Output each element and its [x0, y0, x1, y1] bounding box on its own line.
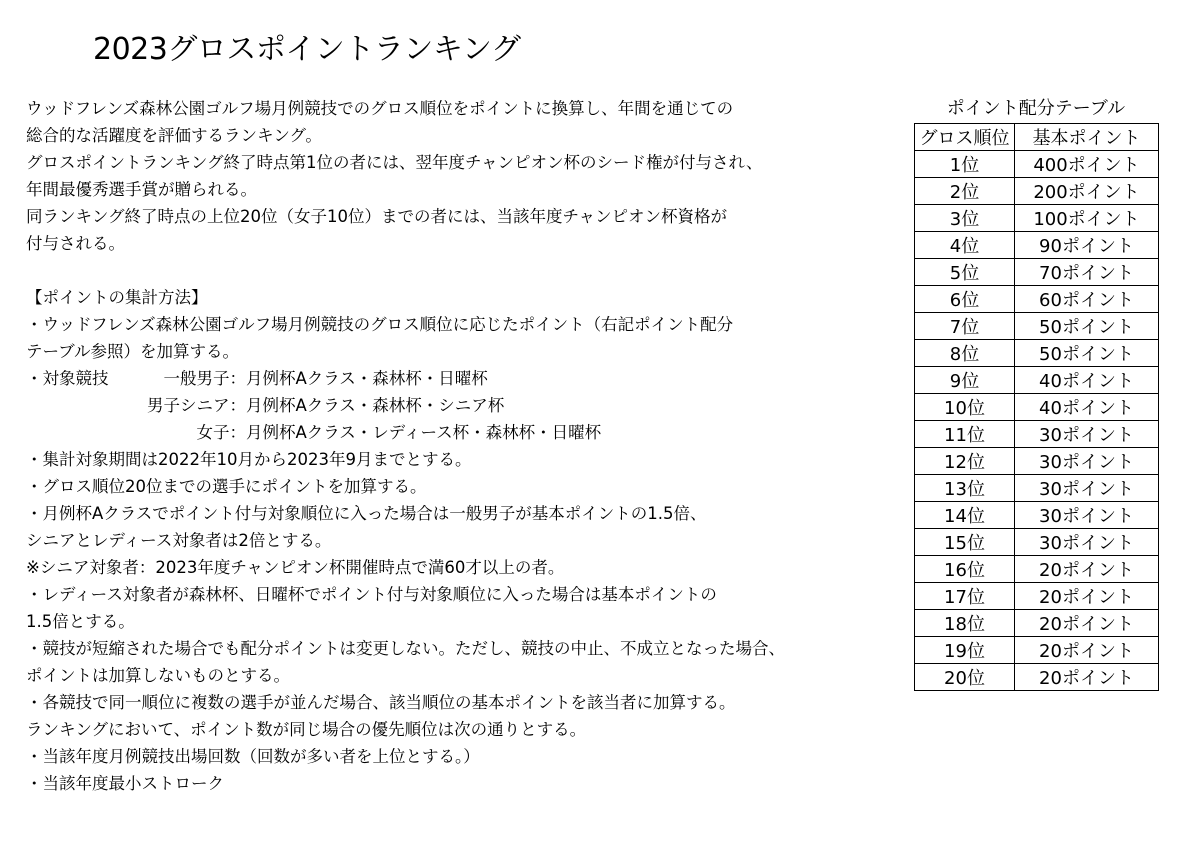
table-row	[915, 394, 1159, 421]
table-row	[915, 286, 1159, 313]
event-row	[26, 419, 896, 446]
table-row	[915, 583, 1159, 610]
rank-cell: 16位	[915, 556, 1015, 583]
event-list: 月例杯Aクラス・レディース杯・森林杯・日曜杯	[246, 423, 602, 442]
rank-cell: 14位	[915, 502, 1015, 529]
table-row	[915, 556, 1159, 583]
points-cell: 40ポイント	[1015, 367, 1159, 394]
method-line: ・集計対象期間は2022年10月から2023年9月までとする。	[26, 450, 472, 469]
table-row	[915, 529, 1159, 556]
method-line: ポイントは加算しないものとする。	[26, 666, 290, 685]
rank-cell: 9位	[915, 367, 1015, 394]
spacer	[26, 257, 896, 284]
rank-cell: 2位	[915, 178, 1015, 205]
table-row	[915, 664, 1159, 691]
event-category: 一般男子：	[163, 369, 246, 388]
points-cell: 400ポイント	[1015, 151, 1159, 178]
intro-line: 総合的な活躍度を評価するランキング。	[26, 126, 322, 145]
rank-cell: 6位	[915, 286, 1015, 313]
rank-cell: 3位	[915, 205, 1015, 232]
method-line: ・レディース対象者が森林杯、日曜杯でポイント付与対象順位に入った場合は基本ポイントの	[26, 585, 717, 604]
method-line: ・当該年度月例競技出場回数（回数が多い者を上位とする。）	[26, 747, 480, 766]
rank-cell: 18位	[915, 610, 1015, 637]
rank-cell: 1位	[915, 151, 1015, 178]
method-line: ・月例杯Aクラスでポイント付与対象順位に入った場合は一般男子が基本ポイントの1.5倍、	[26, 504, 707, 523]
points-table-caption: ポイント配分テーブル	[946, 98, 1126, 119]
points-cell: 30ポイント	[1015, 448, 1159, 475]
points-cell: 20ポイント	[1015, 664, 1159, 691]
points-cell: 20ポイント	[1015, 637, 1159, 664]
rank-cell: 8位	[915, 340, 1015, 367]
method-line: ・グロス順位20位までの選手にポイントを加算する。	[26, 477, 427, 496]
intro-line: 付与される。	[26, 234, 125, 253]
table-header-row	[915, 124, 1159, 151]
method-heading: 【ポイントの集計方法】	[26, 288, 208, 307]
rank-cell: 20位	[915, 664, 1015, 691]
method-line: ※シニア対象者：2023年度チャンピオン杯開催時点で満60才以上の者。	[26, 558, 565, 577]
points-cell: 40ポイント	[1015, 394, 1159, 421]
method-line: ・各競技で同一順位に複数の選手が並んだ場合、該当順位の基本ポイントを該当者に加算する。	[26, 693, 736, 712]
body-text	[26, 95, 896, 797]
intro-line: 年間最優秀選手賞が贈られる。	[26, 180, 257, 199]
points-cell: 20ポイント	[1015, 556, 1159, 583]
table-row	[915, 151, 1159, 178]
points-cell: 50ポイント	[1015, 313, 1159, 340]
points-cell: 30ポイント	[1015, 421, 1159, 448]
method-line: ・競技が短縮された場合でも配分ポイントは変更しない。ただし、競技の中止、不成立となった場合、	[26, 639, 785, 658]
page-title: 2023グロスポイントランキング	[93, 32, 521, 67]
table-row	[915, 340, 1159, 367]
events-label-spacer	[26, 419, 126, 446]
points-cell: 200ポイント	[1015, 178, 1159, 205]
rank-cell: 17位	[915, 583, 1015, 610]
method-line: シニアとレディース対象者は2倍とする。	[26, 531, 332, 550]
event-list: 月例杯Aクラス・森林杯・日曜杯	[246, 369, 488, 388]
rank-cell: 10位	[915, 394, 1015, 421]
table-row	[915, 421, 1159, 448]
rank-cell: 12位	[915, 448, 1015, 475]
table-row	[915, 205, 1159, 232]
points-cell: 70ポイント	[1015, 259, 1159, 286]
event-category: 女子：	[196, 423, 246, 442]
intro-line: 同ランキング終了時点の上位20位（女子10位）までの者には、当該年度チャンピオン杯資格が	[26, 207, 728, 226]
rank-cell: 19位	[915, 637, 1015, 664]
method-line: ・ウッドフレンズ森林公園ゴルフ場月例競技のグロス順位に応じたポイント（右記ポイント配分	[26, 315, 734, 334]
method-line: ランキングにおいて、ポイント数が同じ場合の優先順位は次の通りとする。	[26, 720, 587, 739]
events-label-spacer	[26, 392, 126, 419]
table-row	[915, 313, 1159, 340]
event-row	[26, 392, 896, 419]
method-line: 1.5倍とする。	[26, 612, 135, 631]
points-cell: 30ポイント	[1015, 502, 1159, 529]
table-row	[915, 178, 1159, 205]
table-row	[915, 259, 1159, 286]
table-row	[915, 367, 1159, 394]
event-list: 月例杯Aクラス・森林杯・シニア杯	[246, 396, 505, 415]
event-category: 男子シニア：	[147, 396, 246, 415]
points-cell: 100ポイント	[1015, 205, 1159, 232]
points-cell: 20ポイント	[1015, 610, 1159, 637]
event-row	[26, 365, 896, 392]
points-table	[914, 123, 1159, 691]
points-cell: 20ポイント	[1015, 583, 1159, 610]
intro-line: ウッドフレンズ森林公園ゴルフ場月例競技でのグロス順位をポイントに換算し、年間を通じての	[26, 99, 734, 118]
rank-cell: 13位	[915, 475, 1015, 502]
events-label: ・対象競技	[26, 369, 109, 388]
header-points: 基本ポイント	[1015, 124, 1159, 151]
points-cell: 30ポイント	[1015, 475, 1159, 502]
table-row	[915, 232, 1159, 259]
method-line: ・当該年度最小ストローク	[26, 774, 224, 793]
points-cell: 90ポイント	[1015, 232, 1159, 259]
intro-line: グロスポイントランキング終了時点第1位の者には、翌年度チャンピオン杯のシード権が付与され、	[26, 153, 763, 172]
points-cell: 30ポイント	[1015, 529, 1159, 556]
table-row	[915, 502, 1159, 529]
rank-cell: 11位	[915, 421, 1015, 448]
rank-cell: 7位	[915, 313, 1015, 340]
points-cell: 60ポイント	[1015, 286, 1159, 313]
table-row	[915, 475, 1159, 502]
rank-cell: 5位	[915, 259, 1015, 286]
table-row	[915, 637, 1159, 664]
table-row	[915, 448, 1159, 475]
rank-cell: 4位	[915, 232, 1015, 259]
rank-cell: 15位	[915, 529, 1015, 556]
method-line: テーブル参照）を加算する。	[26, 342, 240, 361]
table-row	[915, 610, 1159, 637]
header-rank: グロス順位	[915, 124, 1015, 151]
points-cell: 50ポイント	[1015, 340, 1159, 367]
